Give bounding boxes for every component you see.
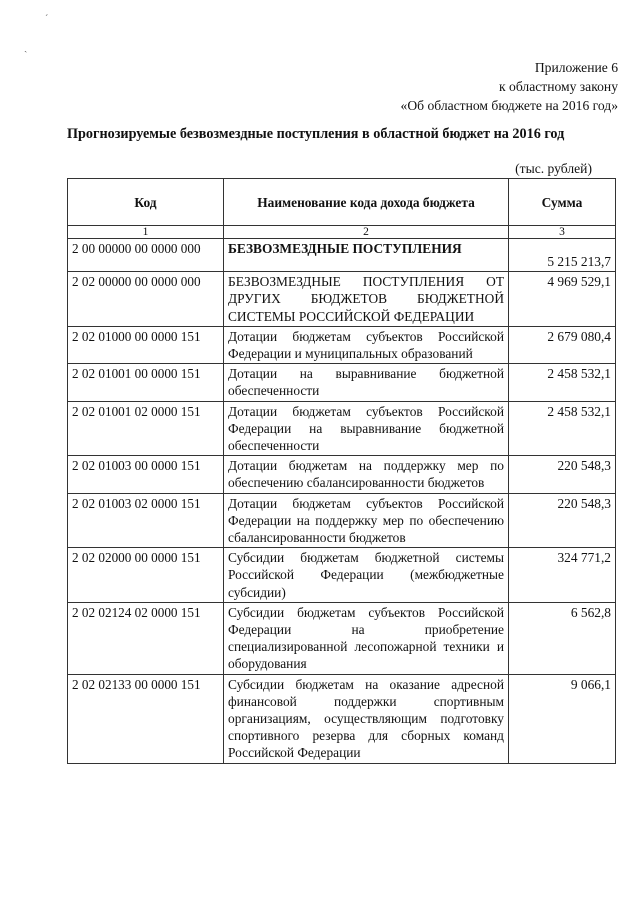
table-header-row bbox=[68, 179, 616, 226]
income-code: 2 02 01000 00 0000 151 bbox=[68, 326, 224, 363]
scan-speck: ´ bbox=[45, 14, 49, 25]
income-amount: 9 066,1 bbox=[509, 674, 616, 763]
table-row bbox=[68, 239, 616, 272]
income-amount: 4 969 529,1 bbox=[509, 272, 616, 327]
income-name: Субсидии бюджетам бюджетной системы Российской Федерации (межбюджетные субсидии) bbox=[224, 548, 509, 603]
income-name: Дотации на выравнивание бюджетной обеспеченности bbox=[224, 364, 509, 401]
table-row bbox=[68, 548, 616, 603]
income-name: БЕЗВОЗМЕЗДНЫЕ ПОСТУПЛЕНИЯ bbox=[224, 239, 509, 272]
income-code: 2 00 00000 00 0000 000 bbox=[68, 239, 224, 272]
income-name: Дотации бюджетам субъектов Российской Федерации на выравнивание бюджетной обеспеченности bbox=[224, 401, 509, 456]
table-row bbox=[68, 326, 616, 363]
income-name: Дотации бюджетам на поддержку мер по обеспечению сбалансированности бюджетов bbox=[224, 456, 509, 493]
column-number: 2 bbox=[224, 226, 509, 239]
income-amount: 2 679 080,4 bbox=[509, 326, 616, 363]
appendix-header bbox=[401, 58, 618, 115]
table-row bbox=[68, 272, 616, 327]
income-amount: 2 458 532,1 bbox=[509, 364, 616, 401]
table-row bbox=[68, 674, 616, 763]
income-code: 2 02 00000 00 0000 000 bbox=[68, 272, 224, 327]
table-row bbox=[68, 364, 616, 401]
table-row bbox=[68, 401, 616, 456]
budget-table bbox=[67, 178, 616, 764]
income-name: Дотации бюджетам субъектов Российской Федерации и муниципальных образований bbox=[224, 326, 509, 363]
document-title: Прогнозируемые безвозмездные поступления в областной бюджет на 2016 год bbox=[67, 126, 565, 142]
income-code: 2 02 02124 02 0000 151 bbox=[68, 602, 224, 674]
table-row bbox=[68, 456, 616, 493]
income-name: Субсидии бюджетам субъектов Российской Федерации на приобретение специализированной лесопожарной техники и оборудования bbox=[224, 602, 509, 674]
income-amount: 220 548,3 bbox=[509, 456, 616, 493]
column-number: 1 bbox=[68, 226, 224, 239]
income-amount: 2 458 532,1 bbox=[509, 401, 616, 456]
appendix-number: Приложение 6 bbox=[534, 60, 618, 75]
income-amount: 324 771,2 bbox=[509, 548, 616, 603]
table-row bbox=[68, 602, 616, 674]
income-code: 2 02 01003 00 0000 151 bbox=[68, 456, 224, 493]
column-number: 3 bbox=[509, 226, 616, 239]
income-code: 2 02 02000 00 0000 151 bbox=[68, 548, 224, 603]
income-amount: 6 562,8 bbox=[509, 602, 616, 674]
income-name: БЕЗВОЗМЕЗДНЫЕ ПОСТУПЛЕНИЯ ОТ ДРУГИХ БЮДЖЕТОВ БЮДЖЕТНОЙ СИСТЕМЫ РОССИЙСКОЙ ФЕДЕРАЦИИ bbox=[224, 272, 509, 327]
income-amount: 220 548,3 bbox=[509, 493, 616, 548]
income-name: Субсидии бюджетам на оказание адресной финансовой поддержки спортивным организациям, осуществляющим подготовку спортивного резерва для сборных команд Российской Федерации bbox=[224, 674, 509, 763]
units-label: (тыс. рублей) bbox=[515, 161, 592, 176]
column-header-name: Наименование кода дохода бюджета bbox=[224, 179, 509, 226]
income-amount: 5 215 213,7 bbox=[509, 239, 616, 272]
appendix-law-ref: к областному закону bbox=[499, 79, 618, 94]
table-row bbox=[68, 493, 616, 548]
column-header-amount: Сумма bbox=[509, 179, 616, 226]
appendix-law-title: «Об областном бюджете на 2016 год» bbox=[400, 98, 618, 113]
column-number-row bbox=[68, 226, 616, 239]
income-name: Дотации бюджетам субъектов Российской Федерации на поддержку мер по обеспечению сбалансированности бюджетов bbox=[224, 493, 509, 548]
income-code: 2 02 01001 02 0000 151 bbox=[68, 401, 224, 456]
income-code: 2 02 01001 00 0000 151 bbox=[68, 364, 224, 401]
income-code: 2 02 02133 00 0000 151 bbox=[68, 674, 224, 763]
column-header-code: Код bbox=[68, 179, 224, 226]
scan-speck: ˎ bbox=[24, 42, 28, 53]
income-code: 2 02 01003 02 0000 151 bbox=[68, 493, 224, 548]
